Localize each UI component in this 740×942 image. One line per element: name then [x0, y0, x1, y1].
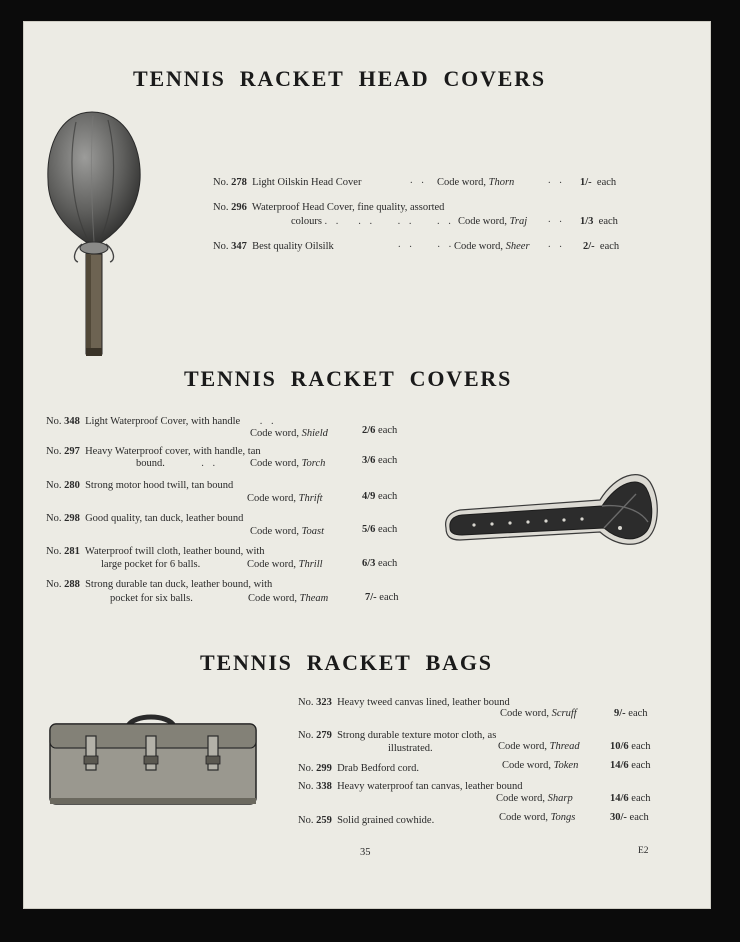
item-row — [213, 175, 361, 191]
item-row-continued — [101, 557, 200, 573]
code-word: Theam — [299, 593, 329, 604]
price: 2/6 — [362, 425, 376, 436]
section-title-racket-covers — [184, 366, 526, 392]
item-code — [498, 739, 580, 755]
catalogue-page — [24, 22, 710, 908]
item-code — [500, 706, 577, 722]
item-code — [502, 758, 578, 774]
code-word: Thorn — [488, 177, 515, 188]
code-label: Code word, — [247, 493, 296, 504]
code-label: Code word, — [250, 458, 299, 469]
code-word: Traj — [509, 216, 528, 227]
item-number: 323 — [316, 697, 332, 708]
item-no-label: No. — [46, 416, 62, 427]
price-unit: each — [631, 793, 651, 804]
item-code — [250, 426, 328, 442]
code-word: Shield — [301, 428, 328, 439]
item-no-label: No. — [213, 241, 229, 252]
racket-bag-illustration — [48, 712, 260, 806]
price: 3/6 — [362, 455, 376, 466]
item-no-label: No. — [213, 177, 229, 188]
item-code — [458, 214, 527, 230]
code-word: Toast — [301, 526, 325, 537]
page-reference: E2 — [638, 846, 649, 856]
title-word: TENNIS — [133, 66, 226, 91]
price: 10/6 — [610, 741, 629, 752]
title-word: COVERS — [443, 66, 546, 91]
item-row-continued: bound. . . — [136, 458, 219, 469]
code-label: Code word, — [502, 760, 551, 771]
leader-dots: . . — [548, 214, 565, 225]
price-unit: each — [631, 741, 651, 752]
item-number: 347 — [231, 241, 247, 252]
code-label: Code word, — [247, 559, 296, 570]
item-description: Drab Bedford cord. — [337, 763, 420, 774]
item-number: 281 — [64, 546, 80, 557]
price-unit: each — [378, 455, 398, 466]
item-price — [362, 556, 397, 572]
item-row — [298, 779, 523, 795]
item-description: Heavy Waterproof cover, with handle, tan — [85, 446, 261, 457]
item-code — [499, 810, 575, 826]
item-code — [247, 491, 323, 507]
price-unit: each — [598, 216, 618, 227]
item-description-cont: illustrated. — [388, 743, 433, 754]
code-word: Thrill — [298, 559, 323, 570]
title-word: RACKET — [290, 366, 396, 391]
item-number: 278 — [231, 177, 247, 188]
item-no-label: No. — [46, 480, 62, 491]
price-unit: each — [378, 558, 398, 569]
item-price — [580, 175, 616, 191]
price-unit: each — [628, 708, 648, 719]
racket-head-cover-illustration — [46, 110, 146, 360]
item-no-label: No. — [46, 446, 62, 457]
code-label: Code word, — [250, 428, 299, 439]
item-code — [454, 239, 530, 255]
item-number: 259 — [316, 815, 332, 826]
item-number: 338 — [316, 781, 332, 792]
item-no-label: No. — [46, 546, 62, 557]
item-code — [250, 456, 325, 472]
price-unit: each — [378, 491, 398, 502]
item-description-cont: large pocket for 6 balls. — [101, 559, 201, 570]
item-row: No. 348 Light Waterproof Cover, with handle . . — [46, 416, 277, 427]
page-number: 35 — [360, 847, 371, 858]
title-word: TENNIS — [200, 650, 293, 675]
price: 30/- — [610, 812, 627, 823]
price-unit: each — [378, 425, 398, 436]
item-row — [46, 478, 233, 494]
item-price — [362, 453, 397, 469]
item-description: Light Waterproof Cover, with handle — [85, 416, 241, 427]
price: 2/- — [583, 241, 595, 252]
price: 7/- — [365, 592, 377, 603]
item-description: Solid grained cowhide. — [337, 815, 435, 826]
item-number: 279 — [316, 730, 332, 741]
item-row-continued — [110, 591, 193, 607]
item-row-continued: colours . . . . . . . . — [291, 216, 454, 227]
item-number: 280 — [64, 480, 80, 491]
item-price — [583, 239, 619, 255]
item-description: Best quality Oilsilk — [252, 241, 334, 252]
item-number: 296 — [231, 202, 247, 213]
price-unit: each — [596, 177, 617, 188]
code-label: Code word, — [248, 593, 297, 604]
item-price — [614, 706, 648, 722]
price: 14/6 — [610, 793, 629, 804]
item-price — [610, 758, 651, 774]
code-label: Code word, — [498, 741, 547, 752]
price-unit: each — [599, 241, 620, 252]
item-price — [610, 739, 651, 755]
code-word: Thread — [549, 741, 580, 752]
code-word: Torch — [301, 458, 326, 469]
code-word: Scruff — [551, 708, 577, 719]
item-code — [496, 791, 573, 807]
item-number: 288 — [64, 579, 80, 590]
leader-dots: . . . . — [398, 239, 455, 250]
price-unit: each — [631, 760, 651, 771]
item-description: Light Oilskin Head Cover — [252, 177, 362, 188]
item-no-label: No. — [46, 579, 62, 590]
item-row — [298, 761, 419, 777]
code-label: Code word, — [250, 526, 299, 537]
item-description: Strong motor hood twill, tan bound — [85, 480, 234, 491]
title-word: TENNIS — [184, 366, 277, 391]
item-no-label: No. — [46, 513, 62, 524]
item-number: 297 — [64, 446, 80, 457]
item-no-label: No. — [298, 730, 314, 741]
item-no-label: No. — [298, 815, 314, 826]
price: 5/6 — [362, 524, 376, 535]
item-description-cont: bound. — [136, 458, 165, 469]
item-description: Waterproof Head Cover, fine quality, assorted — [251, 202, 445, 213]
code-label: Code word, — [500, 708, 549, 719]
item-price — [365, 590, 399, 606]
item-description-cont: pocket for six balls. — [110, 593, 193, 604]
item-number: 299 — [316, 763, 332, 774]
leader-dots: . . — [548, 175, 565, 186]
item-description: Strong durable tan duck, leather bound, with — [85, 579, 273, 590]
item-description: Waterproof twill cloth, leather bound, with — [84, 546, 265, 557]
code-word: Tongs — [550, 812, 576, 823]
item-no-label: No. — [213, 202, 229, 213]
price: 6/3 — [362, 558, 376, 569]
item-row — [298, 695, 510, 711]
price-unit: each — [379, 592, 399, 603]
code-label: Code word, — [437, 177, 486, 188]
item-code — [250, 524, 324, 540]
item-row — [213, 239, 334, 255]
item-price — [580, 214, 618, 230]
code-word: Token — [553, 760, 579, 771]
item-description-cont: colours — [291, 216, 322, 227]
item-price — [362, 489, 397, 505]
item-code — [247, 557, 323, 573]
price-unit: each — [378, 524, 398, 535]
item-number: 348 — [64, 416, 80, 427]
code-word: Sharp — [547, 793, 573, 804]
code-label: Code word, — [458, 216, 507, 227]
title-word: HEAD — [358, 66, 430, 91]
item-price — [362, 423, 397, 439]
leader-dots: . . — [410, 175, 427, 186]
item-description: Heavy waterproof tan canvas, leather bound — [337, 781, 523, 792]
price: 9/- — [614, 708, 626, 719]
item-no-label: No. — [298, 697, 314, 708]
price-unit: each — [629, 812, 649, 823]
item-price — [610, 791, 651, 807]
price: 4/9 — [362, 491, 376, 502]
title-word: RACKET — [239, 66, 345, 91]
item-description: Strong durable texture motor cloth, as — [337, 730, 497, 741]
title-word: COVERS — [409, 366, 513, 391]
item-price — [362, 522, 397, 538]
code-label: Code word, — [499, 812, 548, 823]
code-label: Code word, — [496, 793, 545, 804]
title-word: BAGS — [425, 650, 493, 675]
code-word: Sheer — [505, 241, 530, 252]
section-title-head-covers — [133, 66, 560, 92]
item-no-label: No. — [298, 781, 314, 792]
item-row — [46, 511, 243, 527]
item-number: 298 — [64, 513, 80, 524]
price: 1/- — [580, 177, 592, 188]
section-title-racket-bags — [200, 650, 507, 676]
item-code — [437, 175, 514, 191]
item-price — [610, 810, 649, 826]
leader-dots: . . — [548, 239, 565, 250]
racket-cover-illustration — [440, 466, 660, 548]
price: 1/3 — [580, 216, 594, 227]
item-row — [298, 813, 434, 829]
code-label: Code word, — [454, 241, 503, 252]
price: 14/6 — [610, 760, 629, 771]
title-word: RACKET — [306, 650, 412, 675]
item-code — [248, 591, 328, 607]
code-word: Thrift — [298, 493, 323, 504]
item-no-label: No. — [298, 763, 314, 774]
item-description: Heavy tweed canvas lined, leather bound — [337, 697, 510, 708]
item-description: Good quality, tan duck, leather bound — [85, 513, 244, 524]
item-row-continued — [388, 741, 433, 757]
